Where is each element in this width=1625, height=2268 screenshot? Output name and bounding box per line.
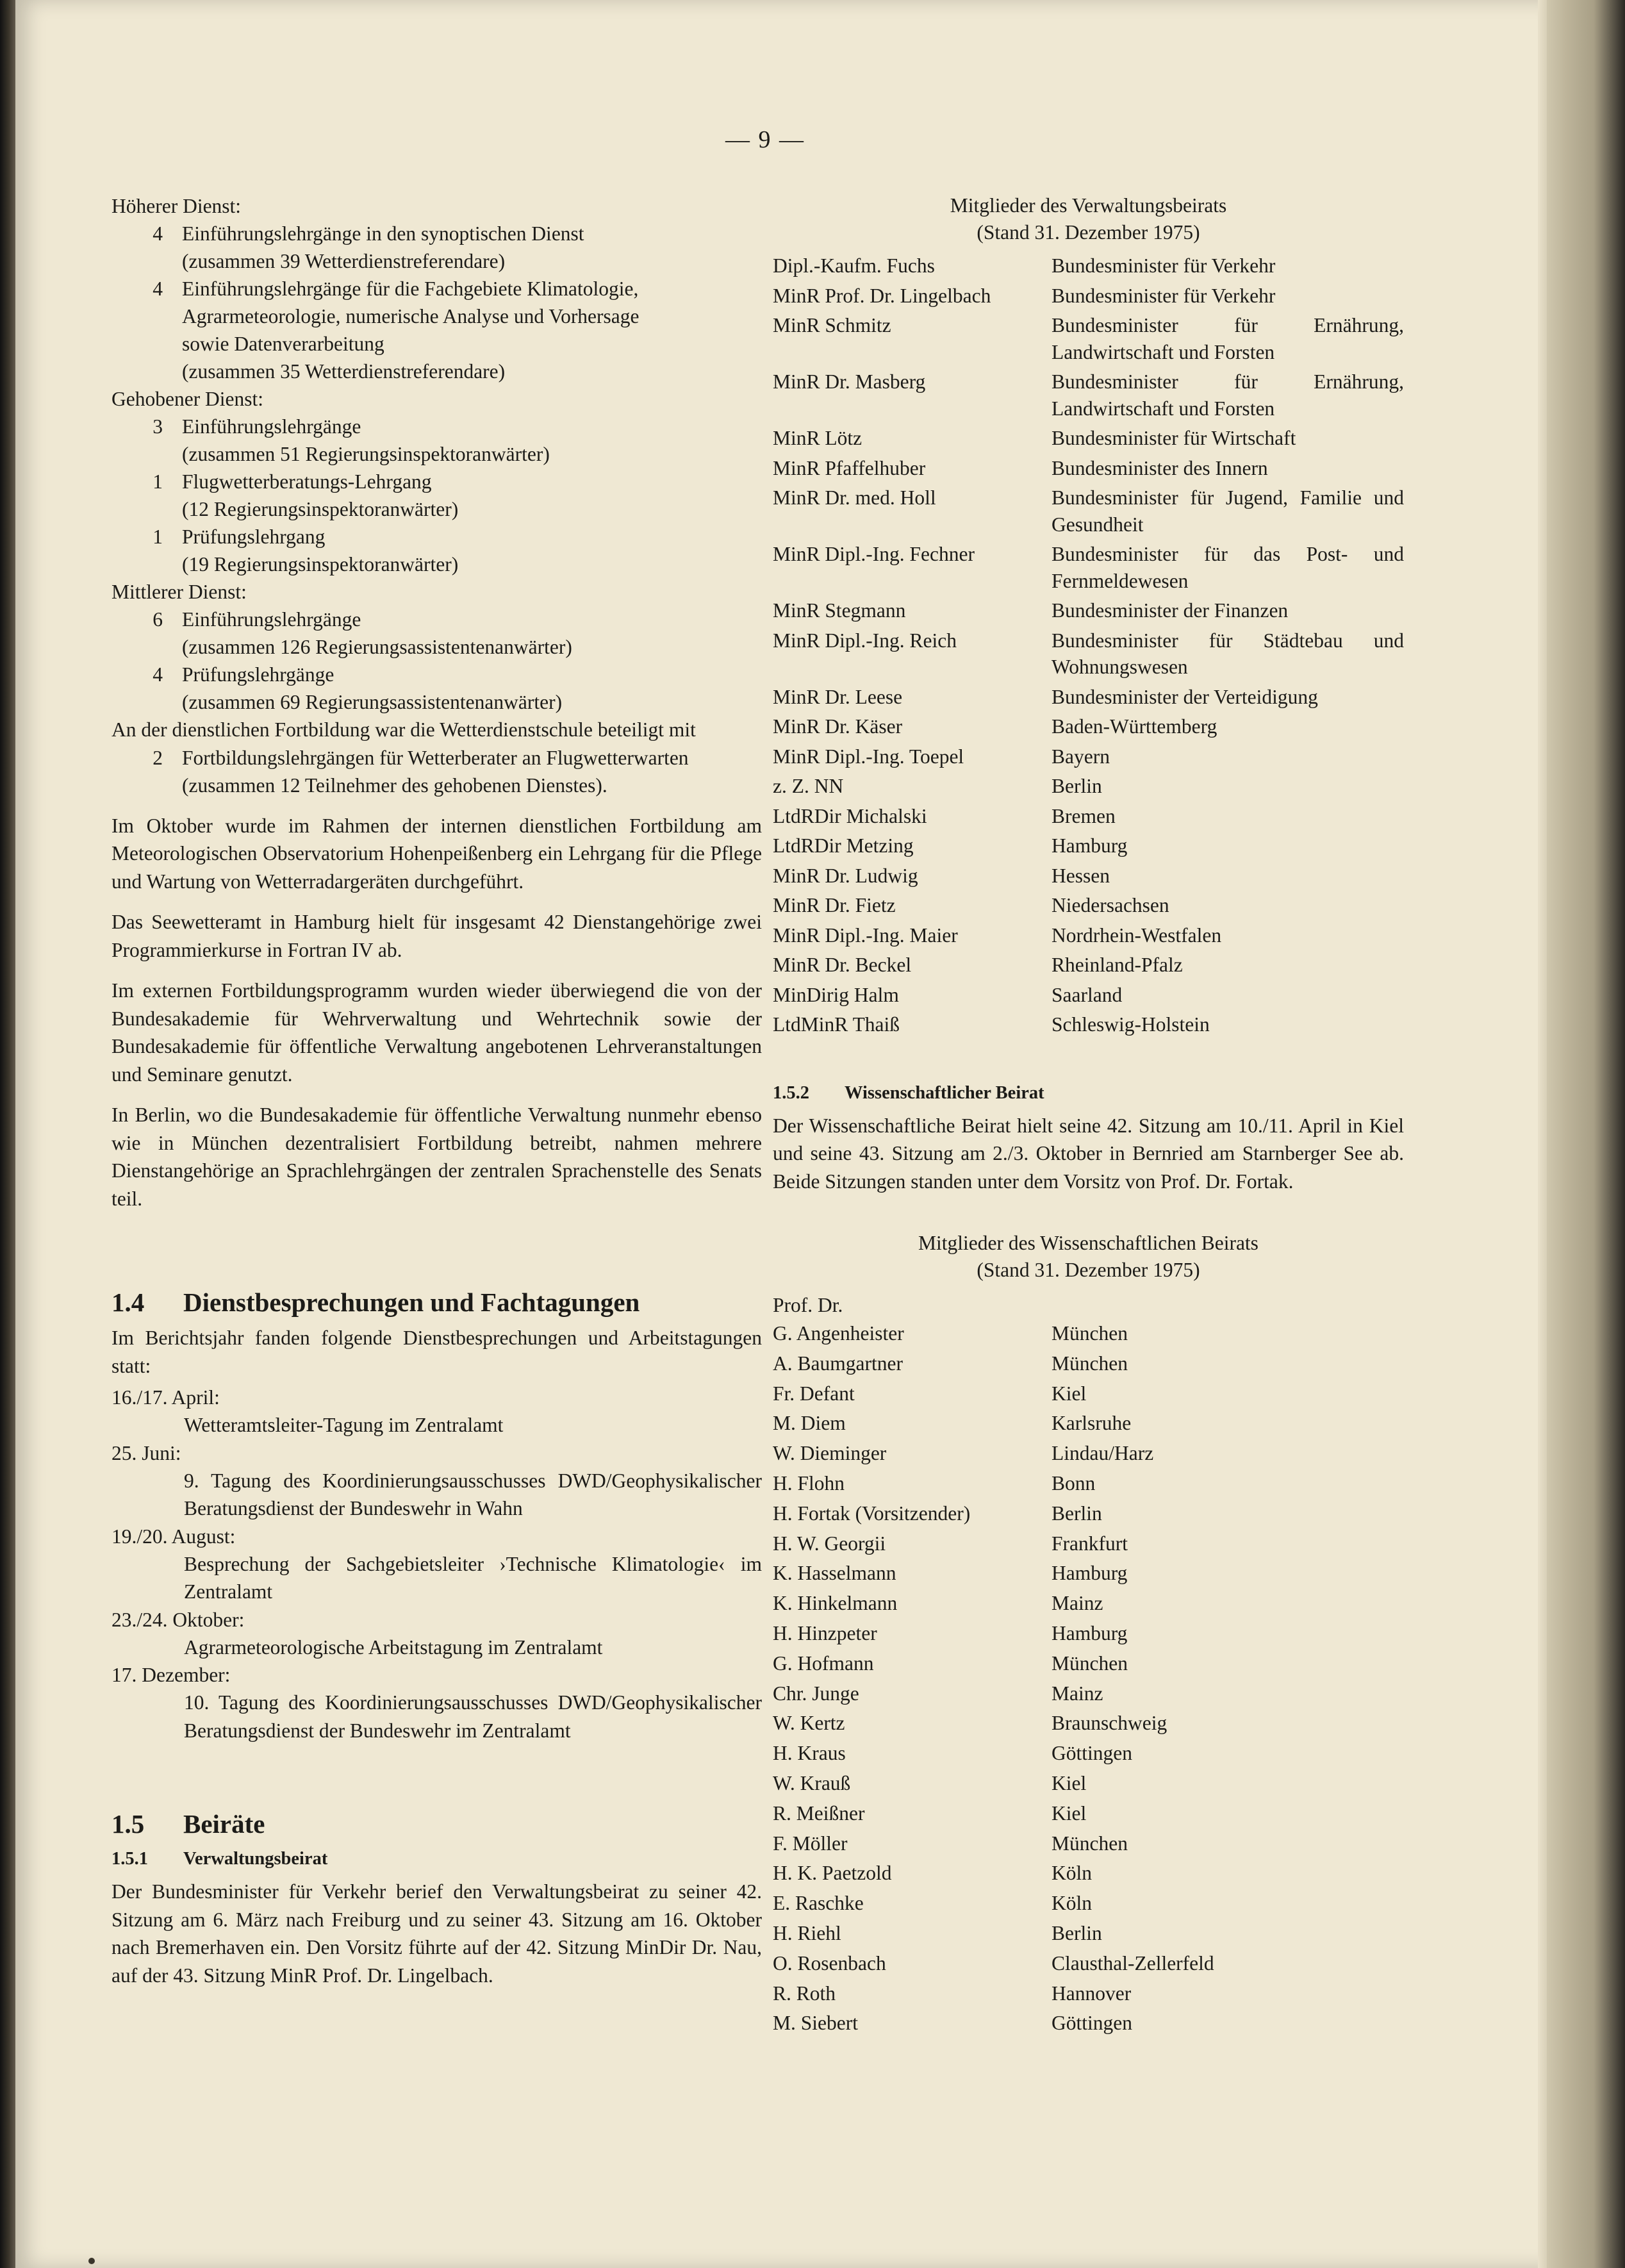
member-organisation: Bundesminister des Innern bbox=[1052, 456, 1268, 479]
course-item bbox=[111, 468, 762, 523]
wb-heading-date: (Stand 31. Dezember 1975) bbox=[977, 1259, 1200, 1281]
member-row bbox=[773, 455, 1404, 485]
member-organisation: Bundesminister für Wirtschaft bbox=[1052, 427, 1296, 449]
member-city: Kiel bbox=[1052, 1771, 1087, 1794]
member-name: G. Angenheister bbox=[773, 1322, 904, 1345]
member-row bbox=[773, 1949, 1404, 1979]
member-name: Chr. Junge bbox=[773, 1682, 859, 1705]
group-mittlerer bbox=[111, 578, 762, 716]
course-line: Einführungslehrgänge bbox=[182, 608, 361, 631]
member-city: Karlsruhe bbox=[1052, 1412, 1132, 1435]
course-line: (12 Regierungsinspektoranwärter) bbox=[182, 498, 459, 520]
member-name: H. K. Paetzold bbox=[773, 1862, 892, 1885]
member-row bbox=[773, 952, 1404, 982]
member-name: H. Riehl bbox=[773, 1921, 841, 1944]
member-city: Hamburg bbox=[1052, 1562, 1128, 1585]
member-name: MinR Dr. Fietz bbox=[773, 894, 896, 916]
member-city: München bbox=[1052, 1352, 1128, 1375]
subsection-number: 1.5.2 bbox=[773, 1082, 809, 1103]
member-organisation: Bundesminister für Verkehr bbox=[1052, 254, 1276, 277]
course-desc bbox=[182, 523, 762, 578]
member-city: Frankfurt bbox=[1052, 1532, 1128, 1555]
section-heading-1-5 bbox=[111, 1806, 762, 1842]
member-organisation: Bundesminister für Städtebau und Wohnungswesen bbox=[1052, 629, 1404, 678]
member-name: MinR Dr. Ludwig bbox=[773, 864, 918, 887]
member-city: Bonn bbox=[1052, 1471, 1096, 1494]
course-desc bbox=[182, 275, 762, 385]
member-name: G. Hofmann bbox=[773, 1651, 874, 1675]
member-city: Mainz bbox=[1052, 1682, 1103, 1705]
paper-speck bbox=[88, 2258, 95, 2264]
member-row bbox=[773, 1739, 1404, 1769]
member-row bbox=[773, 1379, 1404, 1409]
member-city: Lindau/Harz bbox=[1052, 1442, 1154, 1465]
section-title: Beiräte bbox=[183, 1809, 265, 1839]
member-row bbox=[773, 1469, 1404, 1499]
member-name: F. Möller bbox=[773, 1832, 848, 1855]
event-date: 16./17. April: bbox=[111, 1386, 220, 1409]
wb-heading bbox=[773, 1230, 1404, 1284]
member-name: MinDirig Halm bbox=[773, 983, 899, 1006]
member-name: O. Rosenbach bbox=[773, 1951, 886, 1974]
member-row bbox=[773, 1499, 1404, 1529]
course-count: 3 bbox=[153, 415, 163, 438]
member-name: MinR Schmitz bbox=[773, 314, 891, 336]
member-name: H. Hinzpeter bbox=[773, 1621, 877, 1644]
paragraph-extern: Im externen Fortbildungsprogramm wurden wieder überwiegend die von der Bundesakademie für Wehrverwaltung und Wehrtechnik sowie der Bundesakademie für öffentliche Verwaltung angebotenen Lehrveranstaltungen und Seminare genutzt. bbox=[111, 979, 762, 1086]
member-row bbox=[773, 1769, 1404, 1799]
course-line: (zusammen 39 Wetterdienstreferendare) bbox=[182, 250, 506, 272]
member-name: MinR Prof. Dr. Lingelbach bbox=[773, 284, 991, 307]
member-name: H. Kraus bbox=[773, 1742, 846, 1765]
member-name: M. Diem bbox=[773, 1412, 846, 1435]
member-organisation: Bundesminister für das Post- und Fernmeldewesen bbox=[1052, 543, 1404, 592]
member-city: Köln bbox=[1052, 1862, 1092, 1885]
course-line: (19 Regierungsinspektoranwärter) bbox=[182, 553, 459, 575]
member-name: LtdRDir Michalski bbox=[773, 804, 927, 827]
course-line: (zusammen 35 Wetterdienstreferendare) bbox=[182, 360, 506, 383]
member-name: A. Baumgartner bbox=[773, 1352, 903, 1375]
event-date: 17. Dezember: bbox=[111, 1664, 231, 1686]
course-line: Agrarmeteorologie, numerische Analyse und Vorhersage bbox=[182, 305, 639, 327]
member-name: M. Siebert bbox=[773, 2012, 858, 2035]
member-row bbox=[773, 484, 1404, 541]
event-text: Wetteramtsleiter-Tagung im Zentralamt bbox=[184, 1414, 504, 1436]
group-label: Gehobener Dienst: bbox=[111, 388, 264, 410]
course-item bbox=[111, 413, 762, 468]
course-count: 1 bbox=[153, 470, 163, 493]
course-desc bbox=[182, 606, 762, 661]
vb-members-table bbox=[773, 252, 1404, 1041]
course-line: (zusammen 126 Regierungsassistentenanwärter) bbox=[182, 636, 572, 658]
member-row bbox=[773, 1559, 1404, 1589]
event-text: 10. Tagung des Koordinierungsausschusses DWD/Geophysikalischer Beratungsdienst der Bundeswehr im Zentralamt bbox=[184, 1691, 762, 1742]
member-name: K. Hinkelmann bbox=[773, 1592, 898, 1615]
wb-members-table bbox=[773, 1319, 1404, 2039]
course-line: Prüfungslehrgänge bbox=[182, 663, 334, 686]
member-city: München bbox=[1052, 1832, 1128, 1855]
member-row bbox=[773, 2008, 1404, 2039]
member-name: MinR Dipl.-Ing. Fechner bbox=[773, 543, 975, 565]
course-item bbox=[111, 220, 762, 275]
member-name: MinR Dr. Beckel bbox=[773, 954, 912, 976]
member-name: R. Roth bbox=[773, 1982, 836, 2005]
member-city: Köln bbox=[1052, 1892, 1092, 1915]
course-desc bbox=[182, 744, 762, 799]
member-name: MinR Dr. Käser bbox=[773, 715, 903, 738]
member-row bbox=[773, 1439, 1404, 1469]
vb-heading-date: (Stand 31. Dezember 1975) bbox=[977, 221, 1200, 244]
member-name: MinR Dr. Masberg bbox=[773, 370, 926, 393]
member-name: LtdMinR Thaiß bbox=[773, 1013, 900, 1036]
course-line: Einführungslehrgänge bbox=[182, 415, 361, 438]
member-row bbox=[773, 1979, 1404, 2009]
member-name: MinR Dipl.-Ing. Reich bbox=[773, 629, 957, 652]
member-row bbox=[773, 1679, 1404, 1709]
group-gehobener bbox=[111, 385, 762, 578]
subsection-title: Wissenschaftlicher Beirat bbox=[845, 1082, 1044, 1103]
event-text: Besprechung der Sachgebietsleiter ›Technische Klimatologie‹ im Zentralamt bbox=[184, 1552, 762, 1603]
member-city: Kiel bbox=[1052, 1382, 1087, 1405]
paragraph-seewetteramt: Das Seewetteramt in Hamburg hielt für insgesamt 42 Dienstangehörige zwei Programmierkurse in Fortran IV ab. bbox=[111, 911, 762, 961]
event-list bbox=[111, 1384, 762, 1744]
member-name: H. W. Georgii bbox=[773, 1532, 886, 1555]
wb-heading-title: Mitglieder des Wissenschaftlichen Beirats bbox=[918, 1232, 1258, 1254]
member-city: Braunschweig bbox=[1052, 1712, 1167, 1735]
member-row bbox=[773, 1799, 1404, 1829]
course-desc bbox=[182, 413, 762, 468]
event-date: 23./24. Oktober: bbox=[111, 1608, 245, 1631]
wb-prefix: Prof. Dr. bbox=[773, 1294, 843, 1316]
subsection-heading-1-5-2 bbox=[773, 1080, 1404, 1107]
member-row bbox=[773, 368, 1404, 425]
member-organisation: Bundesminister der Finanzen bbox=[1052, 599, 1289, 622]
member-row bbox=[773, 597, 1404, 627]
event-text: 9. Tagung des Koordinierungsausschusses DWD/Geophysikalischer Beratungsdienst der Bundeswehr in Wahn bbox=[184, 1469, 762, 1519]
course-count: 4 bbox=[153, 222, 163, 245]
course-desc bbox=[182, 220, 762, 275]
member-organisation: Bundesminister der Verteidigung bbox=[1052, 685, 1318, 708]
course-desc bbox=[182, 661, 762, 716]
member-row bbox=[773, 1829, 1404, 1859]
member-name: W. Krauß bbox=[773, 1771, 851, 1794]
group-hoeherer bbox=[111, 192, 762, 385]
left-column bbox=[111, 192, 762, 2002]
section-number: 1.5 bbox=[111, 1809, 145, 1839]
member-name: MinR Lötz bbox=[773, 427, 862, 449]
member-name: MinR Dr. med. Holl bbox=[773, 486, 936, 509]
group-label: Höherer Dienst: bbox=[111, 195, 242, 217]
member-row bbox=[773, 1649, 1404, 1679]
member-city: Hamburg bbox=[1052, 1621, 1128, 1644]
member-row bbox=[773, 1409, 1404, 1439]
event-text: Agrarmeteorologische Arbeitstagung im Zentralamt bbox=[184, 1635, 603, 1659]
course-item bbox=[111, 275, 762, 385]
course-count: 4 bbox=[153, 277, 163, 300]
member-organisation: Bundesminister für Ernährung, Landwirtschaft und Forsten bbox=[1052, 370, 1404, 420]
member-organisation: Rheinland-Pfalz bbox=[1052, 954, 1183, 976]
paragraph-hohenpeissenberg: Im Oktober wurde im Rahmen der internen dienstlichen Fortbildung am Meteorologischen Observatorium Hohenpeißenberg ein Lehrgang für die Pflege und Wartung von Wetterradargeräten durchgeführt. bbox=[111, 814, 762, 893]
member-name: MinR Dipl.-Ing. Toepel bbox=[773, 745, 964, 768]
member-name: MinR Dipl.-Ing. Maier bbox=[773, 923, 958, 947]
page-edge-light bbox=[1538, 0, 1547, 2268]
course-line: sowie Datenverarbeitung bbox=[182, 333, 384, 355]
course-line: Einführungslehrgänge in den synoptischen Dienst bbox=[182, 222, 584, 245]
member-row bbox=[773, 773, 1404, 803]
member-organisation: Bundesminister für Jugend, Familie und Gesundheit bbox=[1052, 486, 1404, 536]
group-label: Mittlerer Dienst: bbox=[111, 581, 247, 603]
member-row bbox=[773, 541, 1404, 597]
member-row bbox=[773, 803, 1404, 833]
section-intro: Im Berichtsjahr fanden folgende Dienstbesprechungen und Arbeitstagungen statt: bbox=[111, 1327, 762, 1377]
member-name: H. Fortak (Vorsitzender) bbox=[773, 1502, 971, 1525]
course-desc bbox=[182, 468, 762, 523]
vb-heading-title: Mitglieder des Verwaltungsbeirats bbox=[950, 194, 1227, 217]
member-row bbox=[773, 425, 1404, 455]
member-row bbox=[773, 743, 1404, 774]
course-count: 4 bbox=[153, 663, 163, 686]
member-city: München bbox=[1052, 1322, 1128, 1345]
member-name: MinR Dr. Leese bbox=[773, 685, 903, 708]
section-number: 1.4 bbox=[111, 1287, 145, 1317]
member-name: LtdRDir Metzing bbox=[773, 834, 914, 857]
member-row bbox=[773, 627, 1404, 684]
member-row bbox=[773, 1858, 1404, 1889]
member-row bbox=[773, 1529, 1404, 1559]
fortbildung-intro: An der dienstlichen Fortbildung war die Wetterdienstschule beteiligt mit bbox=[111, 718, 696, 741]
member-name: MinR Stegmann bbox=[773, 599, 906, 622]
member-row bbox=[773, 283, 1404, 313]
member-row bbox=[773, 1319, 1404, 1349]
course-line: (zusammen 12 Teilnehmer des gehobenen Dienstes). bbox=[182, 774, 607, 797]
subsection-heading-1-5-1 bbox=[111, 1846, 762, 1873]
course-count: 6 bbox=[153, 608, 163, 631]
subsection-number: 1.5.1 bbox=[111, 1849, 148, 1869]
course-line: Flugwetterberatungs-Lehrgang bbox=[182, 470, 432, 493]
subsection-title: Verwaltungsbeirat bbox=[183, 1849, 328, 1869]
member-row bbox=[773, 312, 1404, 368]
member-row bbox=[773, 1589, 1404, 1619]
course-line: Prüfungslehrgang bbox=[182, 526, 326, 548]
section-heading-1-4 bbox=[111, 1284, 762, 1320]
paragraph-wissenschaftlicher-beirat: Der Wissenschaftliche Beirat hielt seine 42. Sitzung am 10./11. April in Kiel und seine 43. Sitzung am 2./3. Oktober in Bernried am Starnberger See ab. Beide Sitzungen standen unter dem Vorsitz von Prof. Dr. Fortak. bbox=[773, 1114, 1404, 1193]
member-name: Dipl.-Kaufm. Fuchs bbox=[773, 254, 935, 277]
page-number: — 9 — bbox=[725, 126, 805, 153]
member-row bbox=[773, 1349, 1404, 1379]
member-row bbox=[773, 1889, 1404, 1919]
member-row bbox=[773, 713, 1404, 743]
member-row bbox=[773, 982, 1404, 1012]
member-row bbox=[773, 684, 1404, 714]
section-title: Dienstbesprechungen und Fachtagungen bbox=[183, 1287, 640, 1317]
member-row bbox=[773, 922, 1404, 952]
member-city: Berlin bbox=[1052, 1502, 1102, 1525]
course-item bbox=[111, 744, 762, 799]
member-city: Göttingen bbox=[1052, 1742, 1132, 1765]
member-organisation: Saarland bbox=[1052, 983, 1123, 1006]
member-organisation: Hessen bbox=[1052, 864, 1110, 887]
member-name: z. Z. NN bbox=[773, 775, 844, 797]
course-count: 2 bbox=[153, 746, 163, 769]
course-line: (zusammen 51 Regierungsinspektoranwärter) bbox=[182, 443, 550, 465]
member-name: W. Dieminger bbox=[773, 1442, 887, 1465]
course-count: 1 bbox=[153, 526, 163, 548]
member-name: W. Kertz bbox=[773, 1712, 845, 1735]
member-organisation: Bundesminister für Verkehr bbox=[1052, 284, 1276, 307]
member-organisation: Nordrhein-Westfalen bbox=[1052, 923, 1222, 947]
member-row bbox=[773, 1011, 1404, 1041]
member-row bbox=[773, 832, 1404, 863]
member-city: Kiel bbox=[1052, 1801, 1087, 1825]
member-organisation: Berlin bbox=[1052, 775, 1102, 797]
member-row bbox=[773, 1919, 1404, 1949]
member-name: R. Meißner bbox=[773, 1801, 865, 1825]
member-city: Hannover bbox=[1052, 1982, 1132, 2005]
course-line: Einführungslehrgänge für die Fachgebiete Klimatologie, bbox=[182, 277, 639, 300]
member-organisation: Schleswig-Holstein bbox=[1052, 1013, 1210, 1036]
member-organisation: Niedersachsen bbox=[1052, 894, 1169, 916]
member-city: Mainz bbox=[1052, 1592, 1103, 1615]
member-organisation: Hamburg bbox=[1052, 834, 1128, 857]
course-item bbox=[111, 523, 762, 578]
right-column bbox=[773, 192, 1404, 2039]
member-name: Fr. Defant bbox=[773, 1382, 855, 1405]
member-row bbox=[773, 863, 1404, 893]
course-line: Fortbildungslehrgängen für Wetterberater an Flugwetterwarten bbox=[182, 746, 689, 769]
event-date: 19./20. August: bbox=[111, 1525, 236, 1548]
member-name: K. Hasselmann bbox=[773, 1562, 896, 1585]
member-city: München bbox=[1052, 1651, 1128, 1675]
member-row bbox=[773, 252, 1404, 283]
member-row bbox=[773, 892, 1404, 922]
paragraph-berlin: In Berlin, wo die Bundesakademie für öffentliche Verwaltung nunmehr ebenso wie in München dezentralisiert Fortbildung betreibt, nahmen mehrere Dienstangehörige an Sprachlehrgängen der zentralen Sprachenstelle des Senats teil. bbox=[111, 1104, 762, 1210]
event-date: 25. Juni: bbox=[111, 1441, 181, 1464]
member-city: Clausthal-Zellerfeld bbox=[1052, 1951, 1214, 1974]
member-row bbox=[773, 1709, 1404, 1739]
member-organisation: Bayern bbox=[1052, 745, 1110, 768]
paragraph-verwaltungsbeirat: Der Bundesminister für Verkehr berief den Verwaltungsbeirat zu seiner 42. Sitzung am 6. März nach Freiburg und zu seiner 43. Sitzung am 16. Oktober nach Bremerhaven ein. Den Vorsitz führte auf der 42. Sitzung MinDir Dr. Nau, auf der 43. Sitzung MinR Prof. Dr. Lingelbach. bbox=[111, 1880, 762, 1987]
member-city: Göttingen bbox=[1052, 2012, 1132, 2035]
vb-heading bbox=[773, 192, 1404, 246]
book-page bbox=[15, 0, 1547, 2268]
member-organisation: Baden-Württemberg bbox=[1052, 715, 1217, 738]
course-item bbox=[111, 606, 762, 661]
page-edge bbox=[1547, 0, 1625, 2268]
member-organisation: Bremen bbox=[1052, 804, 1116, 827]
member-row bbox=[773, 1619, 1404, 1649]
course-item bbox=[111, 661, 762, 716]
member-city: Berlin bbox=[1052, 1921, 1102, 1944]
course-line: (zusammen 69 Regierungsassistentenanwärter) bbox=[182, 691, 563, 713]
member-name: E. Raschke bbox=[773, 1892, 864, 1915]
member-name: H. Flohn bbox=[773, 1471, 845, 1494]
member-name: MinR Pfaffelhuber bbox=[773, 456, 926, 479]
member-organisation: Bundesminister für Ernährung, Landwirtschaft und Forsten bbox=[1052, 314, 1404, 363]
